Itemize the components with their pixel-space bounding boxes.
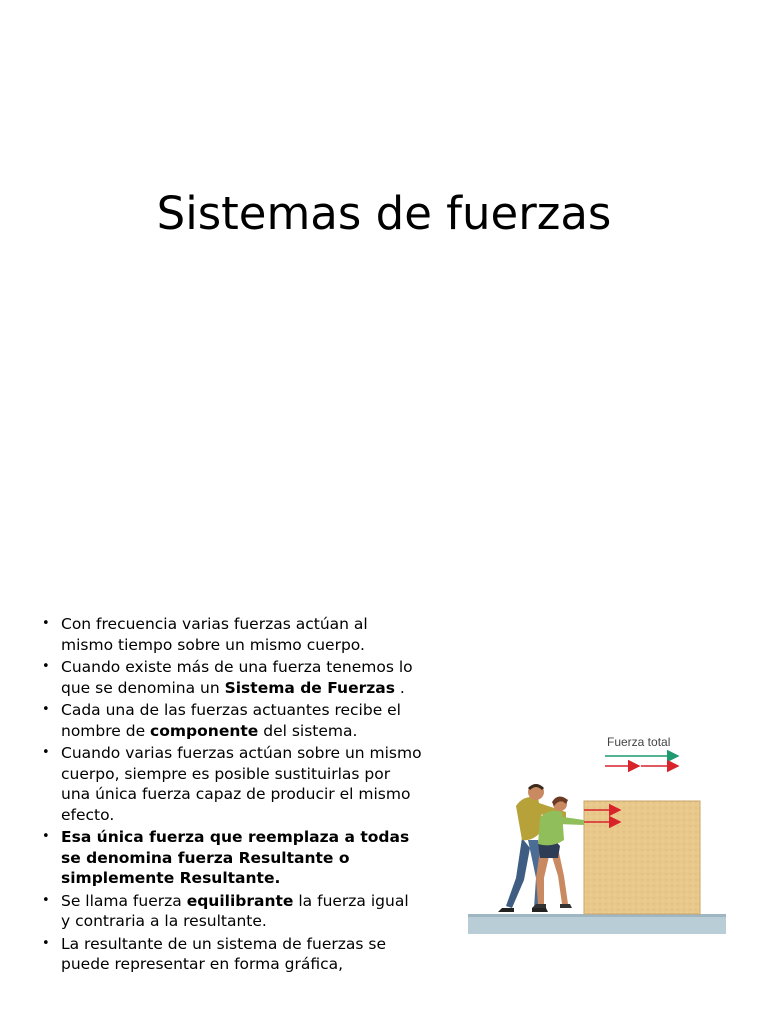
bullet-dot-icon: • xyxy=(42,935,50,951)
bullet-text: la fuerza igual y contraria a la resultante. xyxy=(61,891,409,930)
bullet-bold-text: equilibrante xyxy=(186,891,294,910)
legend-label: Fuerza total xyxy=(607,735,671,749)
pushing-box-illustration xyxy=(466,728,728,940)
bullet-text: La resultante de un sistema de fuerzas se puede representar en forma gráfica, xyxy=(61,934,386,973)
bullet-bold-text: Esa única fuerza que reemplaza a todas se denomina fuerza Resultante o simplemente Resultante. xyxy=(61,828,410,887)
bullet-dot-icon: • xyxy=(42,745,50,760)
bullet-item xyxy=(42,700,422,741)
bullet-dot-icon: • xyxy=(42,829,50,844)
bullet-item xyxy=(42,891,422,932)
bullet-dot-icon: • xyxy=(42,616,50,631)
bullet-text: Con frecuencia varias fuerzas actúan al mismo tiempo sobre un mismo cuerpo. xyxy=(61,615,368,654)
bullet-list xyxy=(42,614,422,977)
bullet-item xyxy=(42,614,422,655)
bullet-text: Cuando existe más de una fuerza tenemos lo que se denomina un xyxy=(61,658,413,697)
bullet-dot-icon: • xyxy=(42,892,50,908)
bullet-bold-text: Sistema de Fuerzas xyxy=(224,678,395,697)
bullet-text: Cuando varias fuerzas actúan sobre un mismo cuerpo, siempre es posible sustituirlas por una única fuerza capaz de producir el mismo efecto. xyxy=(61,744,422,824)
bullet-text: . xyxy=(394,678,405,697)
bullet-text: Se llama fuerza xyxy=(61,891,187,910)
box xyxy=(584,801,700,914)
bullet-text: del sistema. xyxy=(258,721,358,740)
bullet-item xyxy=(42,657,422,698)
bullet-dot-icon: • xyxy=(42,702,50,717)
bullet-text: Cada una de las fuerzas actuantes recibe el nombre de xyxy=(61,701,401,740)
bullet-dot-icon: • xyxy=(42,659,50,674)
bullet-item xyxy=(42,743,422,825)
bullet-bold-text: componente xyxy=(150,721,259,740)
bullet-item xyxy=(42,827,422,889)
slide-title: Sistemas de fuerzas xyxy=(156,187,612,240)
bullet-item xyxy=(42,934,422,975)
